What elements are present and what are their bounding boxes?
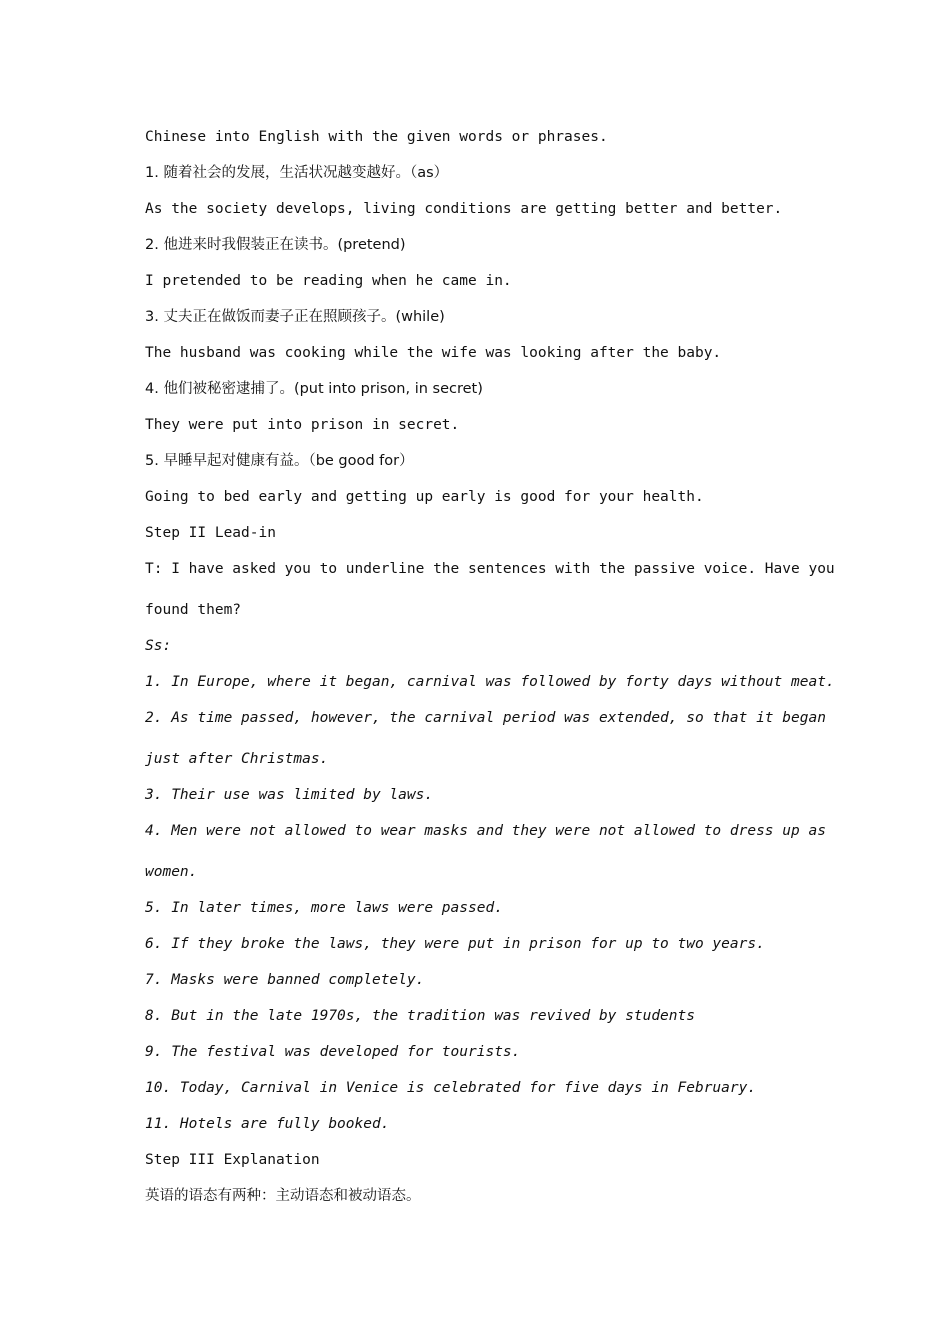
sentence-10: 10. Today, Carnival in Venice is celebrated for five days in February. [145,1080,757,1096]
translation-1-chinese: 1. 随着社会的发展，生活状况越变越好。（as） [145,165,449,181]
translation-4-english: They were put into prison in secret. [145,417,460,433]
sentence-8: 8. But in the late 1970s, the tradition was revived by students [145,1008,695,1024]
students-label: Ss: [145,638,172,654]
sentence-11: 11. Hotels are fully booked. [145,1116,390,1132]
step3-heading: Step III Explanation [145,1152,320,1168]
translation-2-english: I pretended to be reading when he came in. [145,273,512,289]
sentence-4-part-1: 4. Men were not allowed to wear masks and they were not allowed to dress up as [145,823,826,839]
sentence-3: 3. Their use was limited by laws. [145,787,434,803]
sentence-5: 5. In later times, more laws were passed. [145,900,503,916]
sentence-2-part-1: 2. As time passed, however, the carnival period was extended, so that it began [145,710,826,726]
sentence-7: 7. Masks were banned completely. [145,972,425,988]
translation-3-english: The husband was cooking while the wife was looking after the baby. [145,345,722,361]
translation-2-chinese: 2. 他进来时我假装正在读书。(pretend) [145,237,406,253]
sentence-6: 6. If they broke the laws, they were put in prison for up to two years. [145,936,765,952]
teacher-line-2: found them? [145,602,242,618]
sentence-1: 1. In Europe, where it began, carnival was followed by forty days without meat. [145,674,835,690]
closing-chinese-line: 英语的语态有两种：主动语态和被动语态。 [145,1188,421,1204]
translation-1-english: As the society develops, living conditions are getting better and better. [145,201,783,217]
translation-4-chinese: 4. 他们被秘密逮捕了。(put into prison, in secret) [145,381,483,397]
sentence-9: 9. The festival was developed for tourists. [145,1044,521,1060]
sentence-2-part-2: just after Christmas. [145,751,329,767]
translation-5-chinese: 5. 早睡早起对健康有益。（be good for） [145,453,414,469]
intro-line: Chinese into English with the given words or phrases. [145,129,608,145]
step2-heading: Step II Lead-in [145,525,276,541]
translation-3-chinese: 3. 丈夫正在做饭而妻子正在照顾孩子。(while) [145,309,445,325]
translation-5-english: Going to bed early and getting up early is good for your health. [145,489,704,505]
sentence-4-part-2: women. [145,864,198,880]
teacher-line-1: T: I have asked you to underline the sentences with the passive voice. Have you [145,561,835,577]
